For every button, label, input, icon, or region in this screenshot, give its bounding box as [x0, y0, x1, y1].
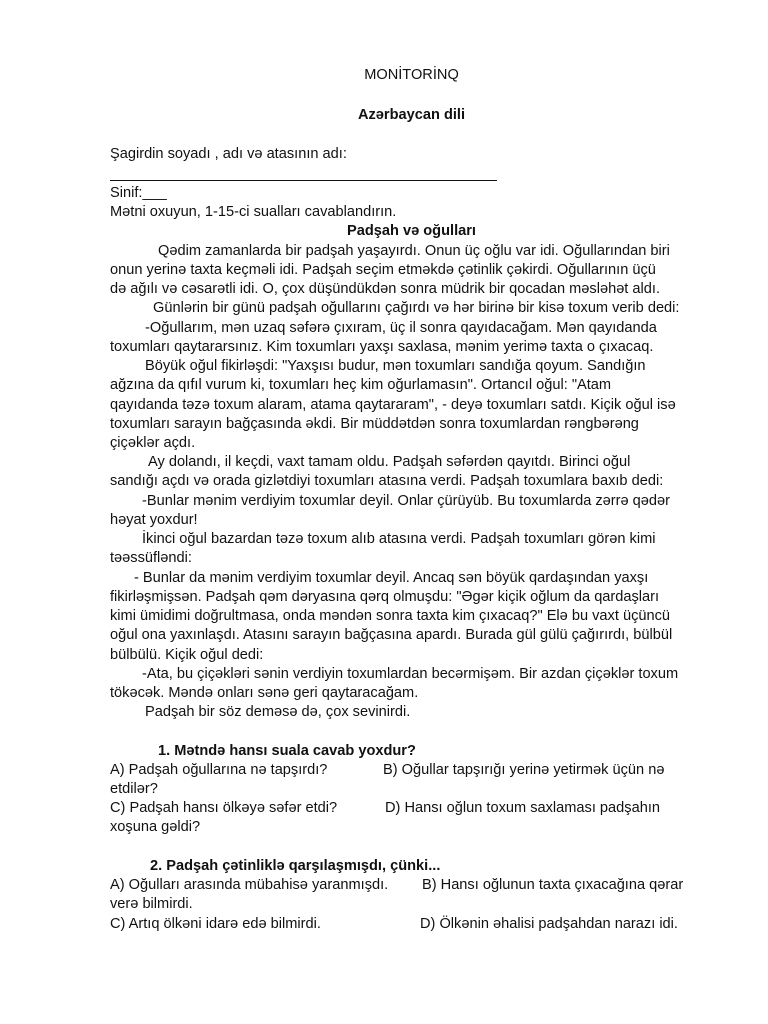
story-line: Ay dolandı, il keçdi, vaxt tamam oldu. Padşah səfərdən qayıtdı. Birinci oğul: [148, 454, 631, 470]
subject-heading: Azərbaycan dili: [357, 107, 466, 123]
story-line: sandığı açdı və orada gizlətdiyi toxumları atasına verdi. Padşah toxumlara baxıb dedi:: [110, 473, 664, 489]
story-line: Qədim zamanlarda bir padşah yaşayırdı. Onun üç oğlu var idi. Oğullarından biri: [158, 243, 670, 259]
story-line: İkinci oğul bazardan təzə toxum alıb atasına verdi. Padşah toxumları görən kimi: [142, 531, 656, 547]
question-2-row-cd: [110, 915, 710, 935]
story-line: həyat yoxdur!: [110, 512, 198, 528]
question-2-option-d: D) Ölkənin əhalisi padşahdan narazı idi.: [420, 916, 678, 932]
student-name-line: [110, 180, 497, 181]
story-line: də ağılı və cəsarətli idi. O, çox düşündükdən sonra müdrik bir qocadan məsləhət aldı.: [110, 281, 661, 297]
question-2-option-b: B) Hansı oğlunun taxta çıxacağına qərar: [422, 877, 684, 893]
story-line: Günlərin bir günü padşah oğullarını çağırdı və hər birinə bir kisə toxum verib dedi:: [153, 300, 680, 316]
question-1-option-b: B) Oğullar tapşırığı yerinə yetirmək üçün nə: [383, 762, 665, 778]
question-1-row-ab: [110, 761, 710, 781]
question-1-option-d: D) Hansı oğlun toxum saxlaması padşahın: [385, 800, 660, 816]
story-line: - Bunlar da mənim verdiyim toxumlar deyil. Ancaq sən böyük qardaşından yaxşı: [134, 570, 649, 586]
story-line: çiçəklər açdı.: [110, 435, 196, 451]
question-1-option-c: C) Padşah hansı ölkəyə səfər etdi?: [110, 800, 338, 816]
story-line: -Bunlar mənim verdiyim toxumlar deyil. Onlar çürüyüb. Bu toxumlarda zərrə qədər: [142, 493, 671, 509]
question-1-option-d-cont: xoşuna gəldi?: [110, 819, 201, 835]
question-1-option-b-cont: etdilər?: [110, 781, 158, 797]
story-line: oğul ona yaxınlaşdı. Atasını sarayın bağçasına apardı. Burada gül gülü çağırırdı, bülbül: [110, 627, 673, 643]
story-line: bülbülü. Kiçik oğul dedi:: [110, 647, 264, 663]
question-2-option-b-cont: verə bilmirdi.: [110, 896, 193, 912]
story-line: ağzına da qıfıl vurum ki, toxumları heç kim oğurlamasın". Ortancıl oğul: "Atam: [110, 377, 612, 393]
story-line: təəssüfləndi:: [110, 550, 192, 566]
story-line: -Oğullarım, mən uzaq səfərə çıxıram, üç il sonra qayıdacağam. Mən qayıdanda: [145, 320, 657, 336]
question-2-text: 2. Padşah çətinliklə qarşılaşmışdı, çünki...: [150, 858, 441, 874]
story-line: onun yerinə taxta keçməli idi. Padşah seçim etməkdə çətinlik çəkirdi. Oğullarının üçü: [110, 262, 656, 278]
question-2-row-ab: [110, 876, 710, 896]
story-line: toxumları sarayın bağçasında əkdi. Bir müddətdən sonra toxumlardan rəngbərəng: [110, 416, 639, 432]
question-2-option-c: C) Artıq ölkəni idarə edə bilmirdi.: [110, 916, 321, 932]
story-line: fikirləşmişsən. Padşah qəm dəryasına qərq olmuşdu: "Əgər kiçik oğlum da qardaşları: [110, 589, 660, 605]
story-line: kimi ümidimi doğrultmasa, onda məndən sonra taxta kim çıxacaq?" Elə bu vaxt üçüncü: [110, 608, 671, 624]
question-1-row-cd: [110, 799, 710, 819]
story-line: Böyük oğul fikirləşdi: "Yaxşısı budur, mən toxumları sandığa qoyum. Sandığın: [145, 358, 646, 374]
question-1-text: 1. Mətndə hansı suala cavab yoxdur?: [158, 743, 416, 759]
story-title: Padşah və oğulları: [347, 223, 476, 239]
student-name-label: Şagirdin soyadı , adı və atasının adı:: [110, 146, 347, 162]
story-line: toxumları qaytararsınız. Kim toxumları yaxşı saxlasa, mənim yerimə taxta o çıxacaq.: [110, 339, 654, 355]
story-line: qayıdanda təzə toxum alaram, atama qaytararam", - deyə toxumları satdı. Kiçik oğul isə: [110, 397, 676, 413]
question-2-option-a: A) Oğulları arasında mübahisə yaranmışdı.: [110, 877, 389, 893]
story-line: tökəcək. Məndə onları sənə geri qaytaracağam.: [110, 685, 419, 701]
doc-title: MONİTORİNQ: [364, 67, 459, 83]
instruction-text: Mətni oxuyun, 1-15-ci sualları cavablandırın.: [110, 204, 397, 220]
class-label: Sinif:___: [110, 185, 167, 201]
story-line: Padşah bir söz deməsə də, çox sevinirdi.: [145, 704, 411, 720]
question-1-option-a: A) Padşah oğullarına nə tapşırdı?: [110, 762, 328, 778]
story-line: -Ata, bu çiçəkləri sənin verdiyin toxumlardan becərmişəm. Bir azdan çiçəklər toxum: [142, 666, 679, 682]
